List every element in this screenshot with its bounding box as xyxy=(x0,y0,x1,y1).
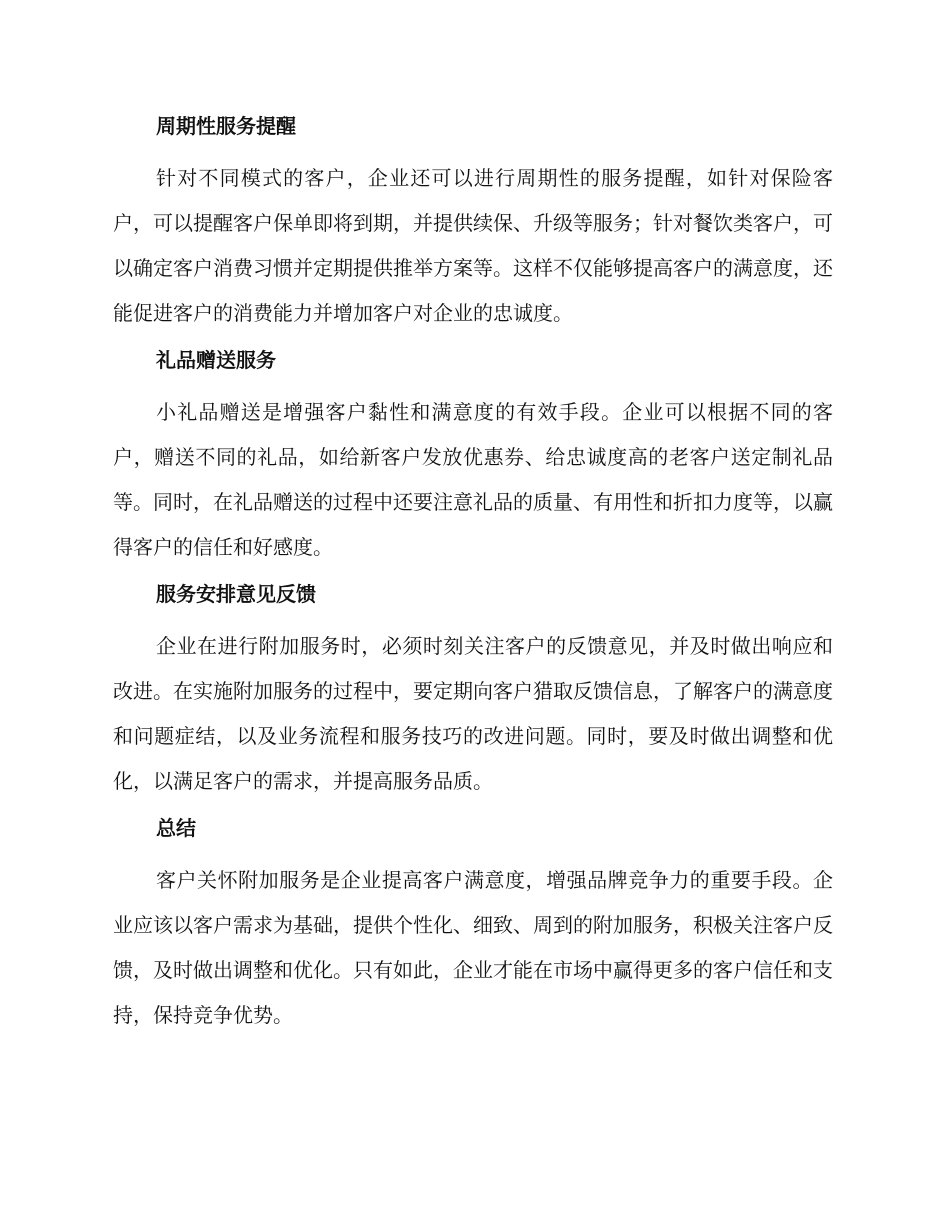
section-summary xyxy=(113,812,833,1038)
section-heading: 总结 xyxy=(156,816,196,840)
section-heading: 礼品赠送服务 xyxy=(156,348,276,372)
section-heading: 服务安排意见反馈 xyxy=(156,582,316,606)
section-paragraph: 小礼品赠送是增强客户黏性和满意度的有效手段。企业可以根据不同的客户，赠送不同的礼品，如给新客户发放优惠券、给忠诚度高的老客户送定制礼品等。同时，在礼品赠送的过程中还要注意礼品的质量、有用性和折扣力度等，以赢得客户的信任和好感度。 xyxy=(113,400,833,559)
section-feedback xyxy=(113,578,833,804)
section-heading: 周期性服务提醒 xyxy=(156,114,296,138)
section-paragraph: 客户关怀附加服务是企业提高客户满意度，增强品牌竞争力的重要手段。企业应该以客户需求为基础，提供个性化、细致、周到的附加服务，积极关注客户反馈，及时做出调整和优化。只有如此，企业才能在市场中赢得更多的客户信任和支持，保持竞争优势。 xyxy=(113,868,833,1027)
section-gift-service xyxy=(113,344,833,570)
document-page xyxy=(113,110,833,1046)
section-paragraph: 针对不同模式的客户，企业还可以进行周期性的服务提醒，如针对保险客户，可以提醒客户保单即将到期，并提供续保、升级等服务；针对餐饮类客户，可以确定客户消费习惯并定期提供推举方案等。这样不仅能够提高客户的满意度，还能促进客户的消费能力并增加客户对企业的忠诚度。 xyxy=(113,166,833,325)
section-paragraph: 企业在进行附加服务时，必须时刻关注客户的反馈意见，并及时做出响应和改进。在实施附加服务的过程中，要定期向客户猎取反馈信息，了解客户的满意度和问题症结，以及业务流程和服务技巧的改进问题。同时，要及时做出调整和优化，以满足客户的需求，并提高服务品质。 xyxy=(113,634,833,793)
section-periodic-reminder xyxy=(113,110,833,336)
